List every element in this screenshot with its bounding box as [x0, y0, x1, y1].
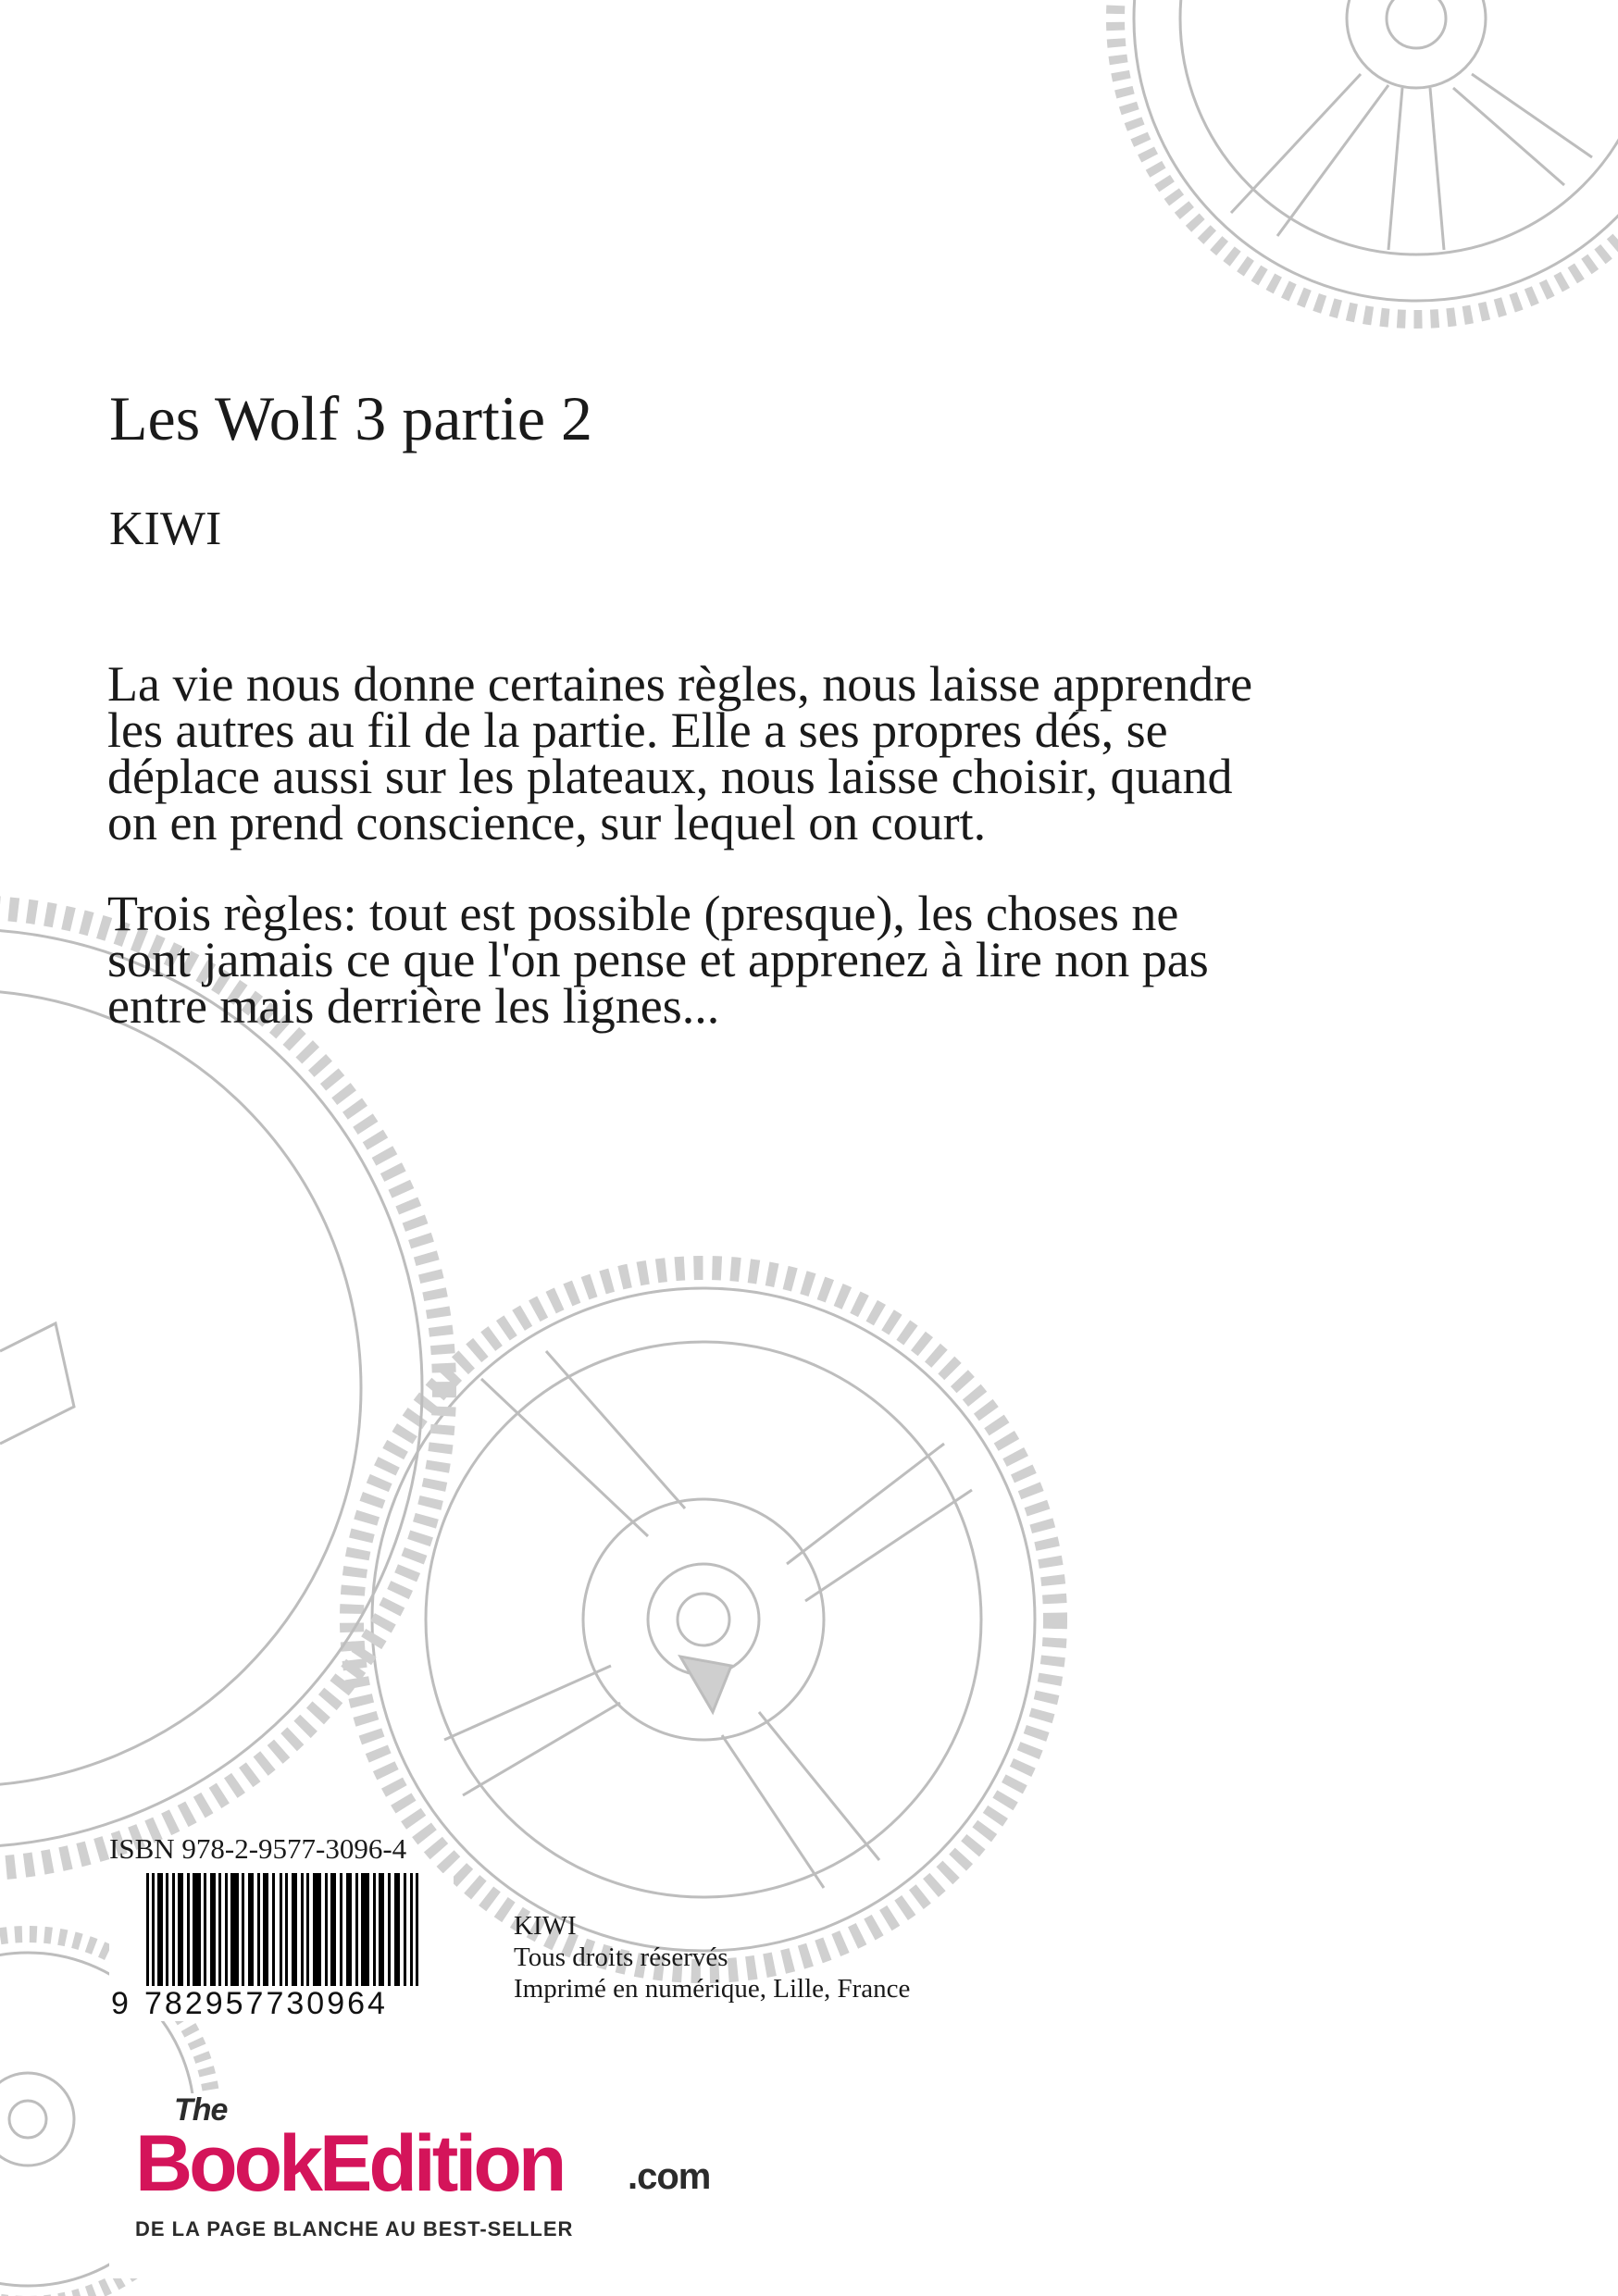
- imprint-author: KIWI: [514, 1911, 577, 1941]
- logo-tagline: DE LA PAGE BLANCHE AU BEST-SELLER: [135, 2217, 574, 2240]
- logo-name: [135, 2119, 563, 2208]
- imprint-block: [514, 1910, 910, 2004]
- blurb-paragraph-1: La vie nous donne certaines règles, nous laisse apprendre les autres au fil de la partie. Elle a ses propres dés, se déplace aussi sur les plateaux, nous laisse choisir, quand on en prend conscience, sur lequel on court.: [107, 656, 1253, 850]
- book-blurb: [107, 656, 1255, 1034]
- logo-name-edition: Edition: [319, 2119, 564, 2208]
- barcode-digit-first: 9: [111, 1986, 131, 2021]
- publisher-logo: [109, 2092, 711, 2278]
- blurb-paragraph-2: Trois règles: tout est possible (presque), les choses ne sont jamais ce que l'on pense et apprenez à lire non pas entre mais derrière les lignes...: [107, 886, 1209, 1034]
- gear-top-right: [1115, 0, 1618, 319]
- gear-center: [352, 1268, 1055, 1971]
- imprint-rights: Tous droits réservés: [514, 1942, 728, 1972]
- barcode-digits: [109, 1986, 454, 2021]
- logo-suffix: .com: [628, 2156, 711, 2197]
- book-title: Les Wolf 3 partie 2: [109, 383, 593, 453]
- barcode-digits-left: 782957: [144, 1986, 267, 2021]
- isbn-label: ISBN 978-2-9577-3096-4: [109, 1832, 407, 1865]
- logo-name-book: Book: [135, 2119, 319, 2208]
- imprint-printing: Imprimé en numérique, Lille, France: [514, 1974, 911, 2004]
- book-author: KIWI: [109, 503, 222, 555]
- logo-prefix: The: [174, 2092, 228, 2128]
- gear-left: [0, 907, 444, 1869]
- barcode-digits-right: 730964: [266, 1986, 388, 2021]
